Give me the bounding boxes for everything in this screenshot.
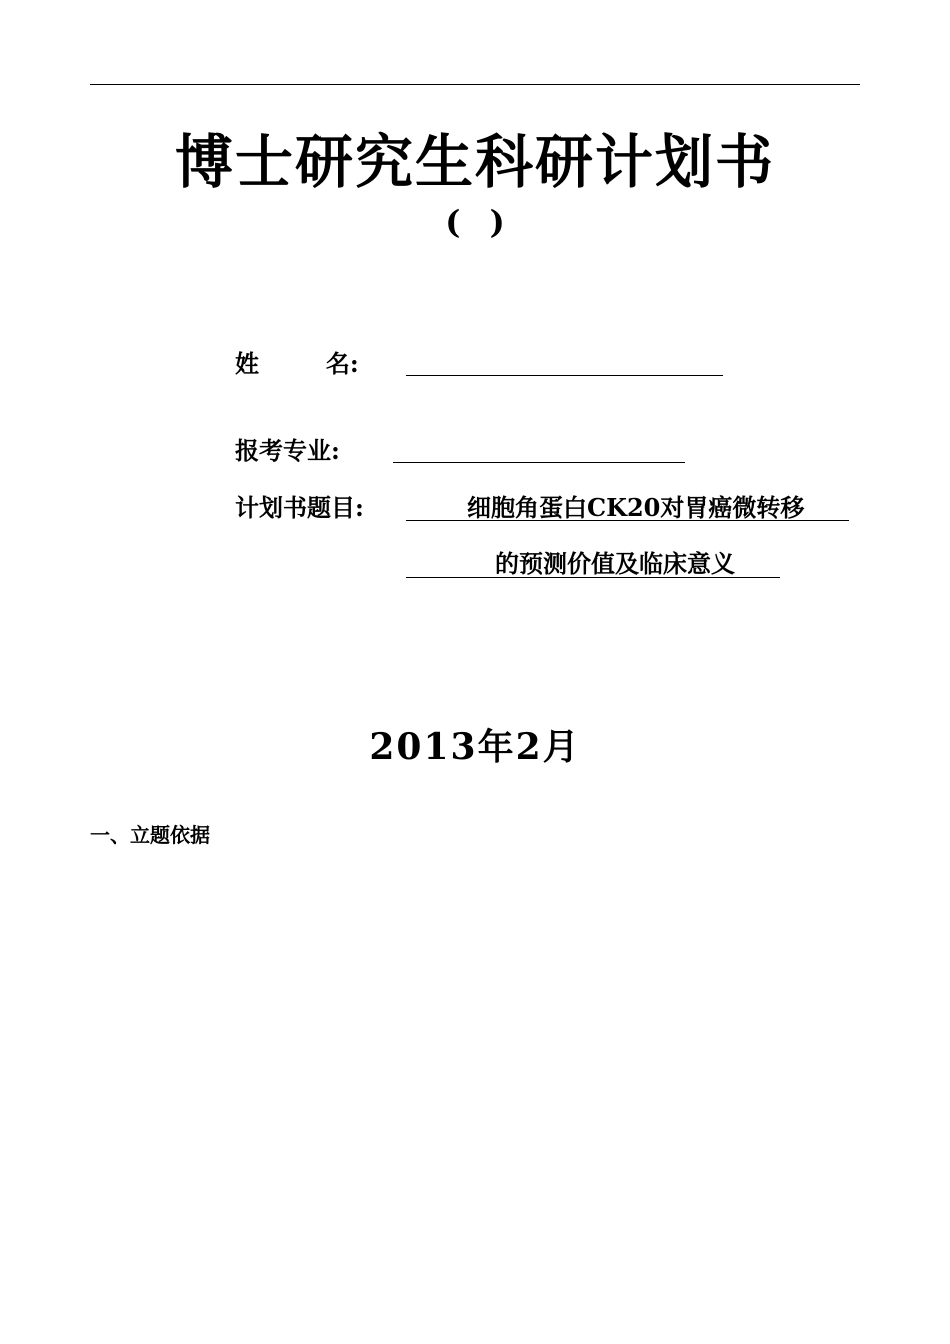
header-rule: [90, 84, 860, 85]
name-field-line[interactable]: [406, 375, 723, 376]
topic-label: 计划书题目:: [235, 493, 364, 522]
topic-text-line-2: 的预测价值及临床意义: [495, 549, 735, 578]
section-heading: 一、立题依据: [90, 823, 210, 847]
document-date: 2013年2月: [369, 726, 581, 768]
topic-text-line-1: 细胞角蛋白CK20对胃癌微转移: [467, 493, 805, 522]
name-label: 姓 名:: [235, 349, 359, 378]
major-field-line[interactable]: [393, 462, 685, 463]
document-title: 博士研究生科研计划书: [174, 128, 775, 196]
document-subtitle: ( ): [445, 203, 505, 241]
major-label: 报考专业:: [235, 436, 340, 465]
